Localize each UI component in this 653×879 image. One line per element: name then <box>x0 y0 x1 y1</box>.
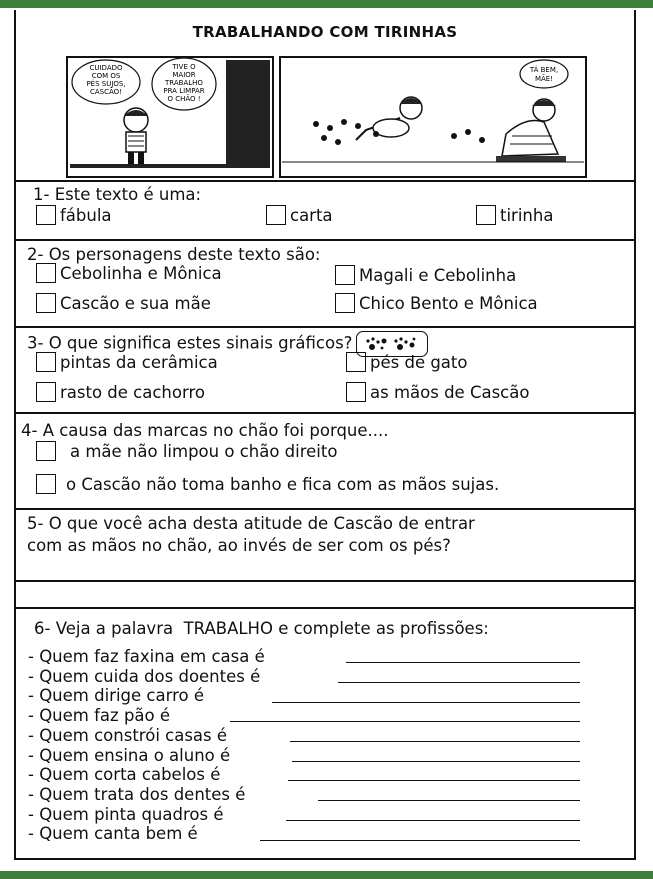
q3-option-1[interactable]: pintas da cerâmica <box>36 352 218 372</box>
q2-text: 2- Os personagens deste texto são: <box>27 245 321 264</box>
comic-strip <box>66 56 588 178</box>
q6-item: - Quem dirige carro é <box>28 686 204 706</box>
q6-item: - Quem cuida dos doentes é <box>28 666 261 686</box>
doorway <box>226 60 270 168</box>
answer-line-5[interactable] <box>290 741 580 742</box>
bubble2-line5: O CHÃO ! <box>167 95 201 103</box>
bottom-divider <box>16 858 634 860</box>
divider <box>16 326 634 328</box>
checkbox[interactable] <box>36 474 56 494</box>
q2-option-3[interactable]: Cascão e sua mãe <box>36 293 211 313</box>
divider <box>16 180 634 182</box>
q6-list <box>28 647 265 844</box>
q6-item: - Quem canta bem é <box>28 824 198 844</box>
q5-line2: com as mãos no chão, ao invés de ser com os pés? <box>27 536 451 555</box>
keyword-trabalho: TRABALHO <box>183 619 273 638</box>
answer-line-10[interactable] <box>260 840 580 841</box>
q3-option-4[interactable]: as mãos de Cascão <box>346 382 529 402</box>
q2-option-2[interactable]: Magali e Cebolinha <box>335 265 516 285</box>
q2-option-1[interactable]: Cebolinha e Mônica <box>36 263 222 283</box>
checkbox[interactable] <box>346 352 366 372</box>
checkbox[interactable] <box>36 382 56 402</box>
answer-line-8[interactable] <box>318 800 580 801</box>
bubble3-line1: TÁ BEM, <box>529 66 559 74</box>
answer-line-7[interactable] <box>288 780 580 781</box>
q6-item: - Quem pinta quadros é <box>28 804 224 824</box>
checkbox[interactable] <box>335 265 355 285</box>
checkbox[interactable] <box>36 205 56 225</box>
bubble1-line4: CASCÃO! <box>90 88 122 96</box>
checkbox[interactable] <box>36 352 56 372</box>
checkbox[interactable] <box>346 382 366 402</box>
divider <box>16 508 634 510</box>
answer-line-2[interactable] <box>338 682 580 683</box>
answer-area-divider <box>16 580 634 582</box>
answer-line-1[interactable] <box>346 662 580 663</box>
bubble1-line3: PÉS SUJOS, <box>86 80 126 88</box>
checkbox[interactable] <box>266 205 286 225</box>
bubble2-line2: MAIOR <box>172 71 196 79</box>
answer-line-4[interactable] <box>230 721 580 722</box>
q1-option-3[interactable]: tirinha <box>476 205 553 225</box>
q5-line1: 5- O que você acha desta atitude de Cascão de entrar <box>27 514 475 533</box>
q3-text: 3- O que significa estes sinais gráficos? <box>27 331 428 357</box>
checkbox[interactable] <box>476 205 496 225</box>
bottom-border-strip <box>0 871 653 879</box>
divider <box>16 607 634 609</box>
q4-option-2[interactable]: o Cascão não toma banho e fica com as mãos sujas. <box>36 474 499 494</box>
q6-item: - Quem faz faxina em casa é <box>28 647 265 666</box>
checkbox[interactable] <box>36 441 56 461</box>
q3-option-2[interactable]: pés de gato <box>346 352 468 372</box>
checkbox[interactable] <box>335 293 355 313</box>
q6-item: - Quem corta cabelos é <box>28 765 221 785</box>
speech-bubble-3 <box>520 60 568 88</box>
q6-item: - Quem constrói casas é <box>28 725 228 745</box>
bubble2-line4: PRA LIMPAR <box>163 87 205 95</box>
worksheet <box>14 10 636 860</box>
worksheet-title: TRABALHANDO COM TIRINHAS <box>192 23 458 41</box>
answer-line-3[interactable] <box>272 702 580 703</box>
q4-option-1[interactable]: a mãe não limpou o chão direito <box>36 441 337 461</box>
divider <box>16 412 634 414</box>
q6-item: - Quem trata dos dentes é <box>28 784 246 804</box>
q1-option-1[interactable]: fábula <box>36 205 112 225</box>
q3-option-3[interactable]: rasto de cachorro <box>36 382 205 402</box>
answer-line-9[interactable] <box>286 820 580 821</box>
checkbox[interactable] <box>36 293 56 313</box>
q2-option-4[interactable]: Chico Bento e Mônica <box>335 293 538 313</box>
bubble1-line1: CUIDADO <box>89 64 123 72</box>
q1-option-2[interactable]: carta <box>266 205 333 225</box>
bubble2-line3: TRABALHO <box>165 79 203 87</box>
divider <box>16 239 634 241</box>
bubble1-line2: COM OS <box>91 72 121 80</box>
bubble3-line2: MÃE! <box>534 75 554 83</box>
top-border-strip <box>0 0 653 8</box>
q4-text: 4- A causa das marcas no chão foi porque.... <box>21 421 389 440</box>
q6-item: - Quem faz pão é <box>28 706 171 726</box>
bubble2-line1: TIVE O <box>172 63 196 71</box>
q1-text: 1- Este texto é uma: <box>33 185 202 204</box>
checkbox[interactable] <box>36 263 56 283</box>
answer-line-6[interactable] <box>292 761 580 762</box>
q6-text: 6- Veja a palavra TRABALHO e complete as profissões: <box>34 619 489 638</box>
q6-item: - Quem ensina o aluno é <box>28 745 231 765</box>
